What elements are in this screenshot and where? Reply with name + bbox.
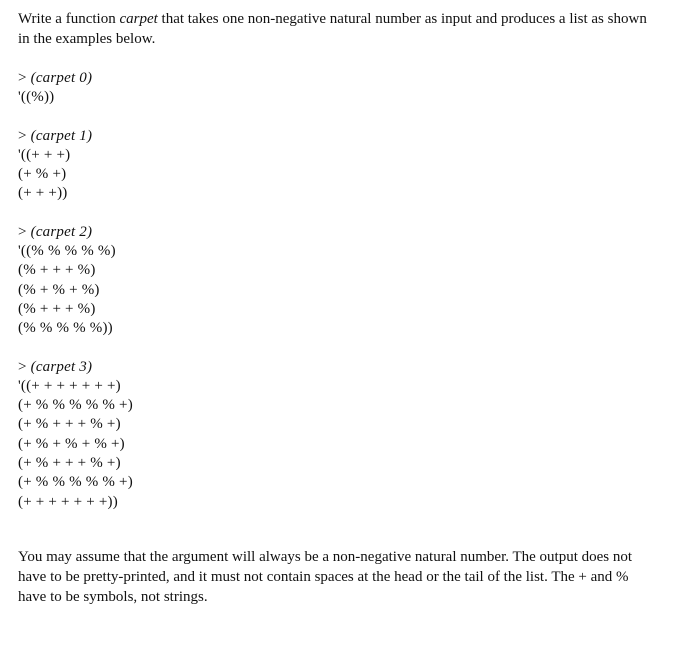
output-line: (% + % + %) <box>18 281 100 298</box>
output-line: '((% % % % %) <box>18 243 116 260</box>
output-line: (+ + +)) <box>18 185 68 202</box>
output-line: (+ % % % % % +) <box>18 397 133 414</box>
repl-prompt <box>18 358 658 377</box>
output-line: (+ % + + + % +) <box>18 416 121 433</box>
output-line: (+ % % % % % +) <box>18 474 133 491</box>
repl-prompt <box>18 223 658 242</box>
outro-paragraph: You may assume that the argument will always be a non-negative natural number. The output does not have to be pretty-printed, and it must not contain spaces at the head or the tail of the list. The + and % have to be symbols, not strings. <box>18 549 633 605</box>
example-carpet-2 <box>18 223 658 339</box>
prompt-symbol: > <box>18 70 27 86</box>
prompt-symbol: > <box>18 358 27 375</box>
function-name: carpet <box>119 11 158 27</box>
prompt-symbol: > <box>18 223 27 240</box>
prompt-call: (carpet 0) <box>30 70 93 86</box>
output-line: (+ % +) <box>18 166 67 183</box>
output-line: '((%)) <box>18 89 55 106</box>
intro-paragraph <box>18 9 658 49</box>
example-carpet-1 <box>18 127 658 204</box>
example-carpet-0 <box>18 69 658 108</box>
prompt-call: (carpet 3) <box>30 358 93 375</box>
repl-prompt <box>18 127 658 146</box>
prompt-call: (carpet 2) <box>30 223 93 240</box>
repl-prompt <box>18 69 658 88</box>
output-line: (% + + + %) <box>18 262 96 279</box>
intro-text-before: Write a function <box>18 11 120 27</box>
output-line: '((+ + + + + + +) <box>18 377 121 394</box>
output-line: '((+ + +) <box>18 146 71 163</box>
intro-text-after: that takes one non-negative natural number as input and produces a list as shown in the examples below. <box>18 11 647 47</box>
example-carpet-3 <box>18 358 658 512</box>
prompt-symbol: > <box>18 127 27 144</box>
output-line: (+ % + % + % +) <box>18 435 125 452</box>
output-line: (+ + + + + + +)) <box>18 493 118 510</box>
output-line: (% + + + %) <box>18 300 96 317</box>
output-line: (+ % + + + % +) <box>18 455 121 472</box>
prompt-call: (carpet 1) <box>30 127 93 144</box>
output-line: (% % % % %)) <box>18 320 113 337</box>
problem-statement <box>18 9 658 512</box>
